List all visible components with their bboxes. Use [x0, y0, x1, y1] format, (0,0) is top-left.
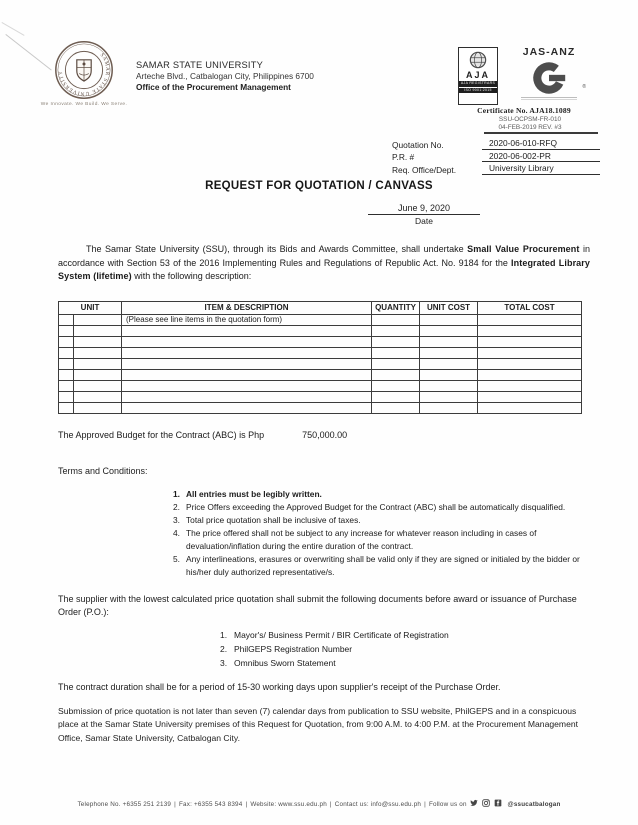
university-name: SAMAR STATE UNIVERSITY — [136, 60, 263, 70]
letterhead — [136, 60, 314, 93]
footer-website: Website: www.ssu.edu.ph — [250, 801, 327, 808]
registered-mark: ® — [582, 84, 586, 90]
table-row — [59, 402, 582, 413]
aja-logo — [458, 47, 498, 105]
intro-bold-small-value: Small Value Procurement — [467, 244, 580, 254]
footer-social-handle: @ssucatbalogan — [507, 801, 561, 808]
aja-globe-icon — [469, 51, 487, 69]
req-office-row — [392, 162, 600, 175]
date-value: June 9, 2020 — [368, 203, 480, 215]
intro-paragraph — [58, 243, 590, 284]
footer-contact: Contact us: info@ssu.edu.ph — [334, 801, 422, 808]
table-row — [59, 358, 582, 369]
terms-item-3: 3. Total price quotation shall be inclusive of taxes. — [173, 514, 361, 525]
instagram-icon — [482, 799, 490, 807]
jas-anz-mark-icon — [531, 60, 567, 96]
req-office-label: Req. Office/Dept. — [392, 164, 457, 175]
table-row — [59, 369, 582, 380]
col-item-description: ITEM & DESCRIPTION — [122, 301, 372, 314]
table-row — [59, 380, 582, 391]
intro-seg3: with the following description: — [131, 271, 252, 281]
col-total-cost: TOTAL COST — [478, 301, 582, 314]
page-footer: Telephone No. +6355 251 2139 | Fax: +6355 543 8394 | Website: www.ssu.edu.ph | Contact us: info@ssu.edu.ph | Follow us on @ssucatbalogan — [77, 801, 561, 808]
office-name: Office of the Procurement Management — [136, 82, 291, 92]
document-item-1: 1. Mayor's/ Business Permit / BIR Certificate of Registration — [220, 629, 449, 640]
note-cell: (Please see line items in the quotation form) — [122, 314, 372, 325]
certificate-number: Certificate No. AJA18.1089 — [477, 106, 571, 115]
university-address: Arteche Blvd., Catbalogan City, Philippines 6700 — [136, 71, 314, 81]
intro-bold-ils: Integrated Library System (lifetime) — [58, 257, 590, 281]
twitter-icon — [470, 799, 478, 807]
document-item-2: 2. PhilGEPS Registration Number — [220, 643, 353, 654]
table-row — [59, 314, 582, 325]
form-control-codes — [468, 116, 592, 131]
terms-list — [173, 488, 605, 579]
university-motto: We Innovate. We Build. We Serve. — [40, 102, 128, 107]
items-table-header-row — [59, 301, 582, 314]
table-row — [59, 347, 582, 358]
intro-seg1: The Samar State University (SSU), through its Bids and Awards Committee, shall undertake — [86, 244, 468, 254]
quotation-no-row — [392, 137, 600, 150]
jas-anz-label: JAS-ANZ — [522, 46, 576, 58]
table-row — [59, 391, 582, 402]
facebook-icon — [494, 799, 502, 807]
header-rule — [484, 132, 598, 134]
table-row — [59, 336, 582, 347]
footer-follow: Follow us on — [428, 801, 467, 808]
abc-label: The Approved Budget for the Contract (ABC) is Php — [58, 429, 265, 440]
jas-anz-logo — [506, 46, 592, 100]
seal-ring-text: SAMAR STATE UNIVERSITY — [57, 52, 111, 97]
date-label: Date — [415, 216, 433, 226]
reference-fields — [392, 137, 600, 175]
footer-phone: Telephone No. +6355 251 2139 — [77, 801, 172, 808]
quotation-no-label: Quotation No. — [392, 139, 444, 150]
form-code: SSU-OCPSM-FR-010 — [498, 116, 562, 123]
footer-fax: Fax: +6355 543 8394 — [178, 801, 243, 808]
terms-heading: Terms and Conditions: — [58, 465, 148, 476]
abc-line — [58, 430, 590, 440]
submission-paragraph: Submission of price quotation is not later than seven (7) calendar days from publication to SSU website, PhilGEPS and in a conspicuous place at the Samar State University premises of this Request for Quotation, from 9:00 A.M. to 4:00 P.M. at the Procurement Management Office, Samar State University, Catbalogan City. — [58, 705, 579, 743]
aja-label: AJA — [465, 70, 490, 80]
contract-duration-line: The contract duration shall be for a period of 15-30 working days upon supplier's receipt of the Purchase Order. — [58, 681, 501, 692]
table-row — [59, 325, 582, 336]
intro-seg2: in accordance with Section 53 of the 2016 Implementing Rules and Regulations of Republic Act. No. 9184 for the — [58, 244, 590, 268]
date-block — [368, 203, 480, 226]
required-documents-list — [220, 628, 590, 670]
terms-item-5: 5. Any interlineations, erasures or overwriting shall be valid only if they are signed or initialed by the bidder or his/her duly authorized representative/s. — [173, 553, 580, 577]
document-title: REQUEST FOR QUOTATION / CANVASS — [205, 180, 433, 192]
pr-no-label: P.R. # — [392, 152, 415, 162]
document-item-3: 3. Omnibus Sworn Statement — [220, 657, 336, 668]
terms-item-4: 4. The price offered shall not be subject to any increase for whatever reason including in cases of devaluation/inflation during the entire duration of the contract. — [173, 527, 537, 551]
terms-item-1: 1. All entries must be legibly written. — [173, 488, 322, 499]
aja-bar-iso: ISO 9001:2015 — [459, 88, 497, 94]
jas-anz-microtext — [521, 97, 577, 100]
pr-no-row — [392, 150, 600, 163]
quotation-no-value: 2020-06-010-RFQ — [482, 138, 600, 150]
col-unit-cost: UNIT COST — [420, 301, 478, 314]
supplier-paragraph: The supplier with the lowest calculated price quotation shall submit the following documents before award or issuance of Purchase Order (P.O.): — [58, 593, 577, 617]
terms-item-2: 2. Price Offers exceeding the Approved Budget for the Contract (ABC) shall be automatically disqualified. — [173, 501, 566, 512]
form-revision: 04-FEB-2019 REV. #3 — [498, 123, 562, 131]
document-body — [58, 243, 590, 745]
col-unit: UNIT — [59, 301, 122, 314]
abc-amount: 750,000.00 — [302, 429, 348, 440]
col-quantity: QUANTITY — [372, 301, 420, 314]
university-seal-icon — [54, 40, 114, 100]
aja-bar-registrars: AJA REGISTRARS — [460, 81, 496, 85]
items-table — [58, 301, 582, 414]
req-office-value: University Library — [482, 163, 600, 175]
university-seal — [36, 40, 132, 107]
pr-no-value: 2020-06-002-PR — [482, 151, 600, 163]
